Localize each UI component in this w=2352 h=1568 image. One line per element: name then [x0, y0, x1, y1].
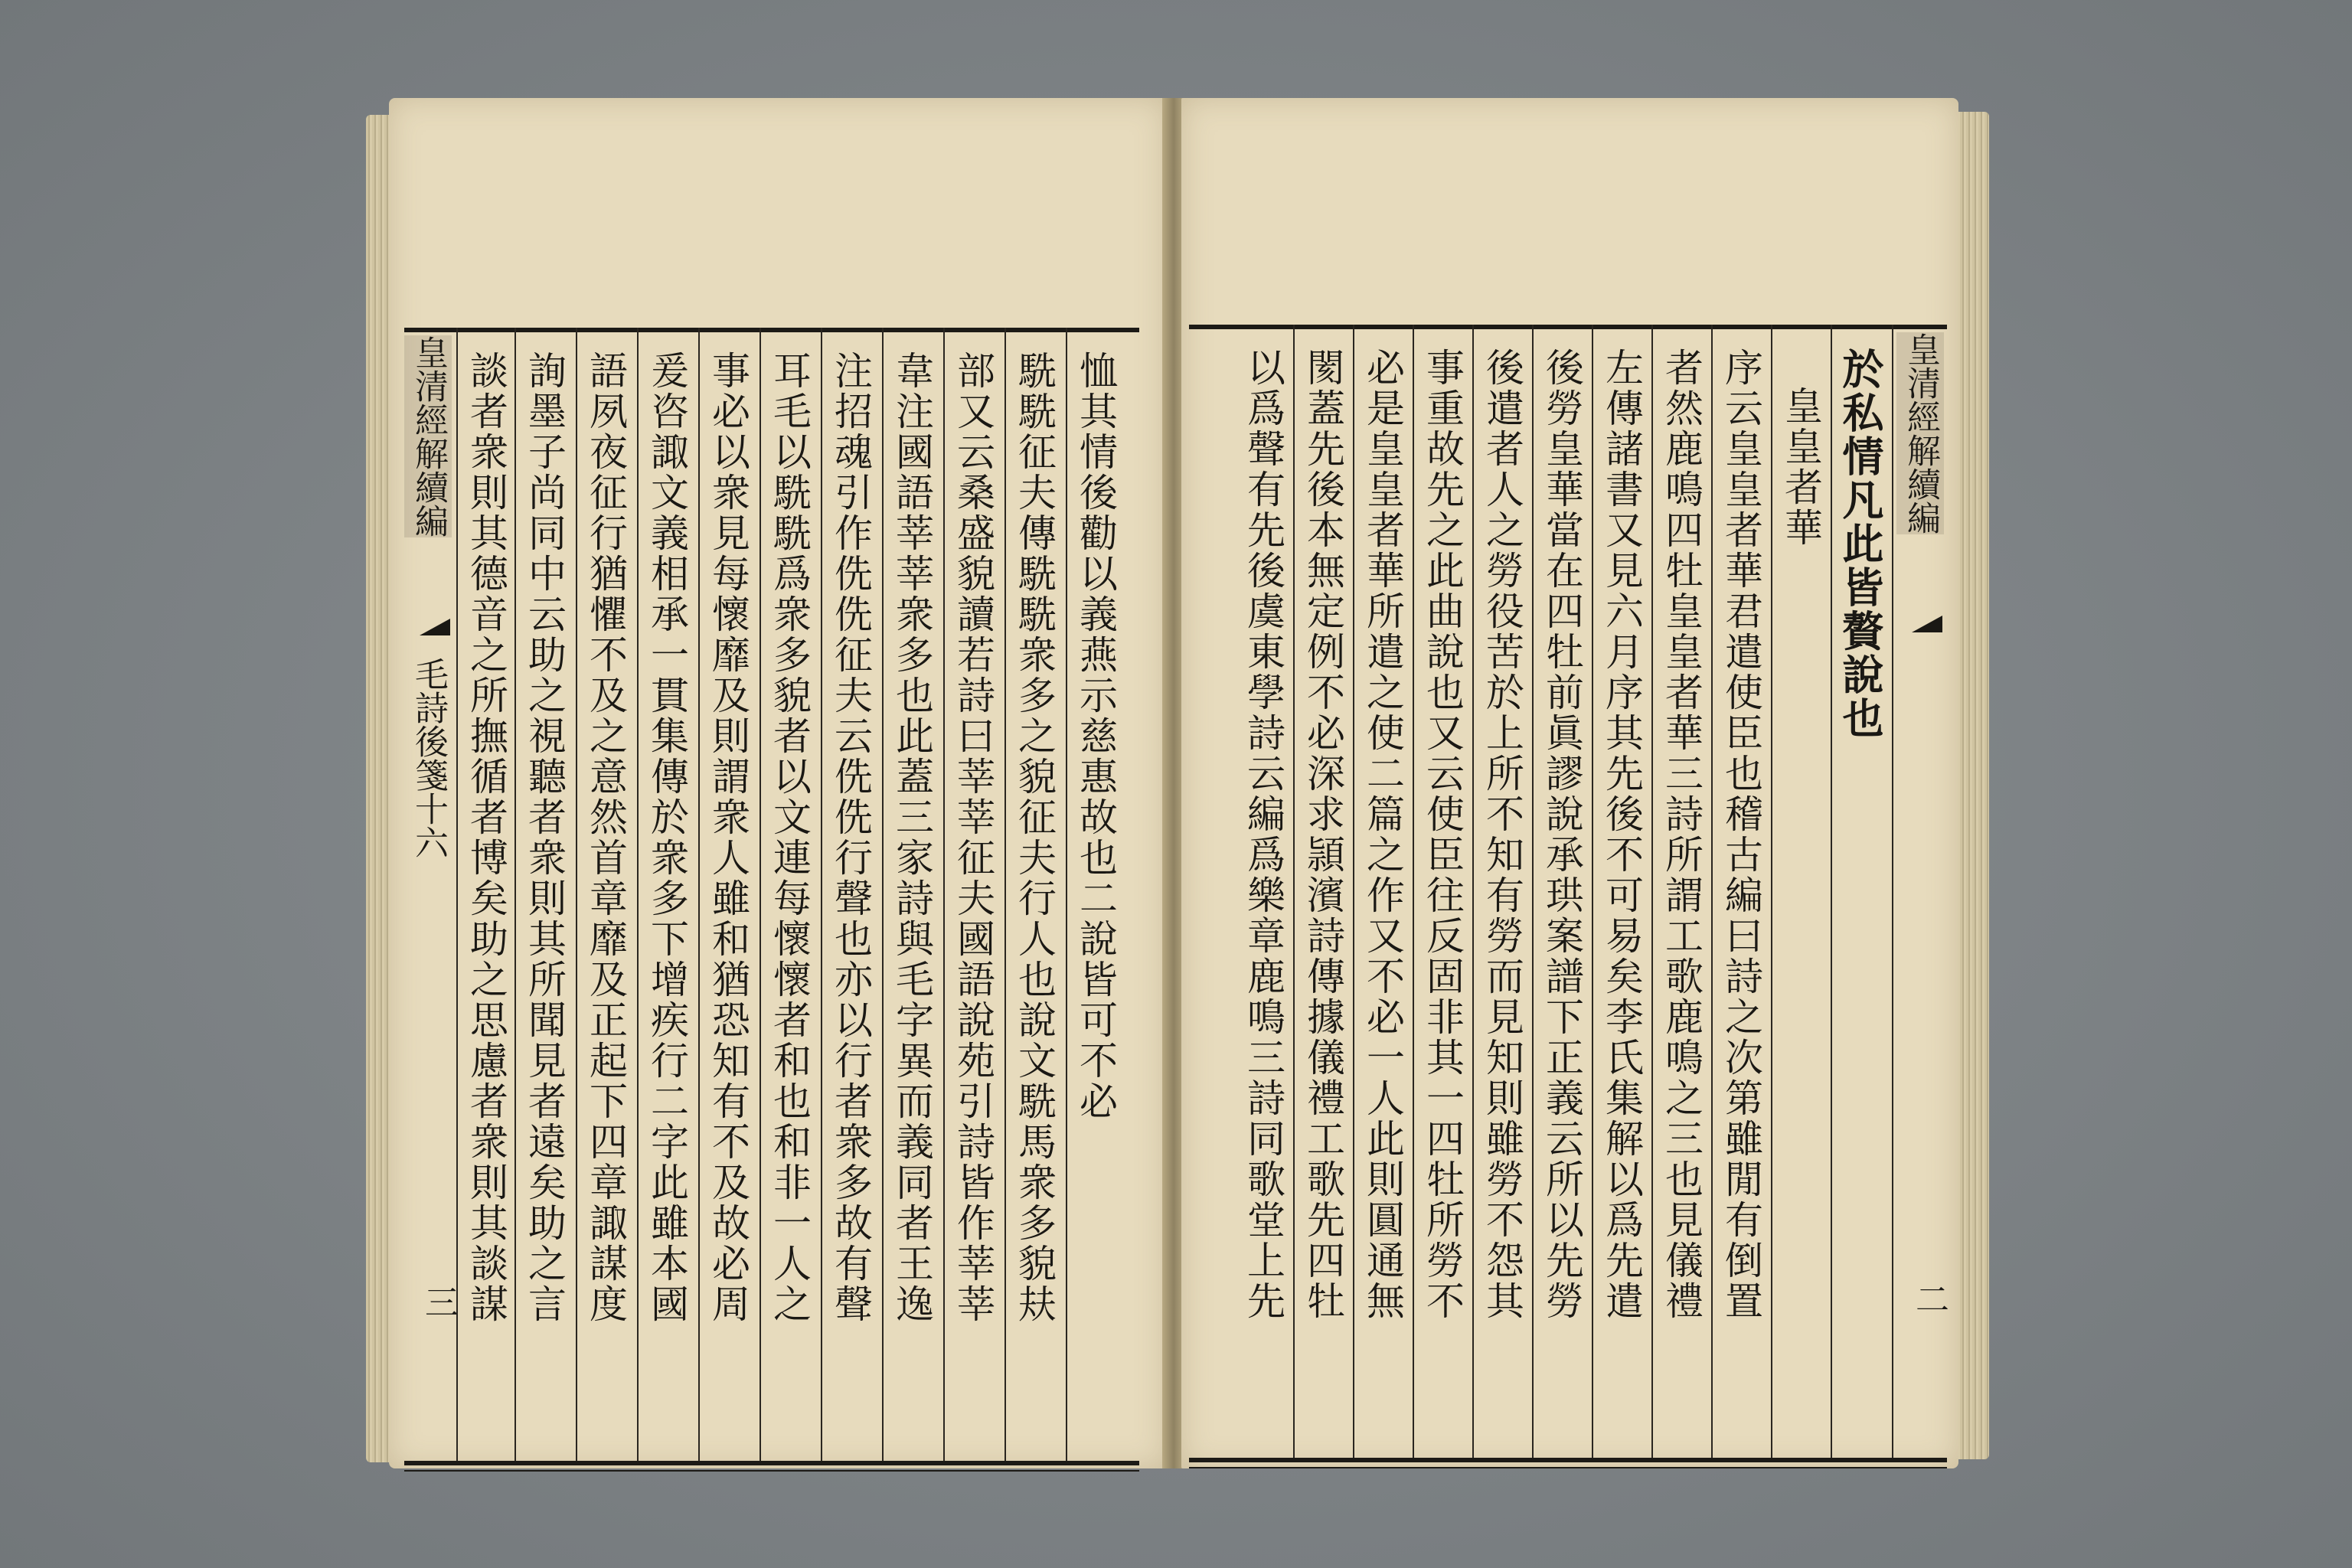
right-margin-title: 皇清經解續編 — [1896, 332, 1944, 534]
left-page — [389, 98, 1166, 1468]
open-book — [366, 98, 1989, 1476]
text-column: 後勞皇華當在四牡前眞謬說承珙案譜下正義云所以先勞 — [1540, 348, 1584, 1321]
text-column: 必是皇皇者華所遣之使二篇之作又不必一人此則圓通無 — [1361, 348, 1405, 1321]
text-column: 語夙夜征行猶懼不及之意然首章靡及正起下四章諏謀度 — [583, 351, 628, 1325]
column-rule — [1472, 325, 1474, 1458]
column-rule — [456, 328, 458, 1461]
column-rule — [1831, 325, 1832, 1458]
right-bottom-border — [1189, 1458, 1947, 1462]
column-rule — [514, 328, 516, 1461]
column-rule — [943, 328, 945, 1461]
column-rule — [576, 328, 577, 1461]
fishtail-marker — [1912, 616, 1942, 632]
text-column: 談者衆則其德音之所撫循者博矣助之思慮者衆則其談謀 — [464, 351, 508, 1325]
column-rule — [1592, 325, 1593, 1458]
right-page-edges — [1954, 112, 1989, 1459]
text-column: 耳毛以駪駪爲衆多貌者以文連每懷懷者和也和非一人之 — [767, 351, 812, 1325]
section-heading-line: 於私情凡此皆贅說也 — [1836, 348, 1885, 740]
right-text-frame — [1189, 325, 1947, 1473]
left-bottom-border — [404, 1461, 1139, 1465]
column-rule — [1353, 325, 1354, 1458]
right-page-number: 二 — [1909, 1282, 1949, 1315]
column-rule — [882, 328, 884, 1461]
column-rule — [1892, 325, 1893, 1458]
text-column: 後遣者人之勞役苦於上所不知有勞而見知則雖勞不怨其 — [1480, 348, 1524, 1321]
text-column: 部又云桑盛貌讀若詩曰莘莘征夫國語說苑引詩皆作莘莘 — [951, 351, 995, 1325]
column-rule — [1711, 325, 1713, 1458]
right-top-border — [1189, 325, 1947, 329]
text-column: 以爲聲有先後虞東學詩云編爲樂章鹿鳴三詩同歌堂上先 — [1241, 348, 1285, 1321]
column-rule — [1771, 325, 1772, 1458]
text-column: 恤其情後勸以義燕示慈惠故也二說皆可不必 — [1073, 351, 1118, 1122]
right-bottom-border-inner — [1189, 1467, 1947, 1468]
column-rule — [821, 328, 822, 1461]
column-rule — [1413, 325, 1414, 1458]
column-rule — [1532, 325, 1534, 1458]
column-rule — [1004, 328, 1006, 1461]
column-rule — [1066, 328, 1067, 1461]
column-rule — [637, 328, 639, 1461]
left-margin-subtitle: 毛詩後箋十六 — [409, 657, 448, 859]
left-margin-title: 皇清經解續編 — [404, 335, 452, 537]
poem-title: 皇皇者華 — [1779, 386, 1823, 548]
fishtail-marker — [420, 619, 450, 635]
text-column: 序云皇皇者華君遣使臣也稽古編曰詩之次第雖閒有倒置 — [1719, 348, 1763, 1321]
text-column: 者然鹿鳴四牡皇皇者華三詩所謂工歌鹿鳴之三也見儀禮 — [1659, 348, 1704, 1321]
left-bottom-border-inner — [404, 1470, 1139, 1472]
column-rule — [760, 328, 761, 1461]
left-page-number: 三 — [419, 1285, 458, 1318]
right-page — [1181, 98, 1958, 1468]
text-column: 注招魂引作侁侁征夫云侁侁行聲也亦以行者衆多故有聲 — [828, 351, 873, 1325]
text-column: 韋注國語莘莘衆多也此蓋三家詩與毛字異而義同者王逸 — [890, 351, 934, 1325]
text-column: 事必以衆見每懷靡及則謂衆人雖和猶恐知有不及故必周 — [706, 351, 750, 1325]
left-text-frame — [404, 328, 1155, 1476]
text-column: 詢墨子尚同中云助之視聽者衆則其所聞見者遠矣助之言 — [522, 351, 567, 1325]
column-rule — [1651, 325, 1653, 1458]
text-column: 左傳諸書又見六月序其先後不可易矣李氏集解以爲先遣 — [1599, 348, 1644, 1321]
text-column: 閡蓋先後本無定例不必深求頴濱詩傳據儀禮工歌先四牡 — [1301, 348, 1345, 1321]
text-column: 駪駪征夫傳駪駪衆多之貌征夫行人也說文駪馬衆多貌㚘 — [1012, 351, 1057, 1325]
text-column: 爰咨諏文義相承一貫集傳於衆多下增疾行二字此雖本國 — [645, 351, 689, 1325]
text-column: 事重故先之此曲說也又云使臣往反固非其一四牡所勞不 — [1420, 348, 1465, 1321]
column-rule — [698, 328, 700, 1461]
column-rule — [1293, 325, 1295, 1458]
